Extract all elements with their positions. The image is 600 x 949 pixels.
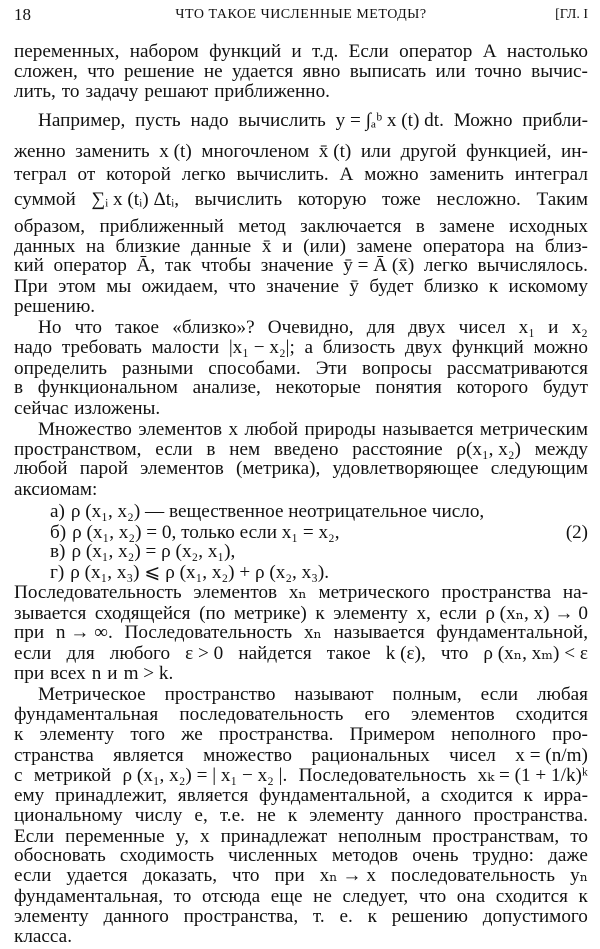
word: к <box>287 805 298 826</box>
word: данные <box>190 236 252 257</box>
word: другой <box>400 141 457 162</box>
word: а <box>421 785 430 806</box>
word: т.д. <box>312 41 339 62</box>
word: и <box>548 317 559 338</box>
word: явно <box>302 61 341 82</box>
word: приближенный <box>99 216 224 237</box>
word: ожидаем, <box>141 276 219 297</box>
word: Множество <box>38 419 132 440</box>
word: оператор <box>399 41 473 62</box>
word: двух <box>408 317 446 338</box>
word: если <box>155 439 193 460</box>
word: интеграл <box>514 164 588 185</box>
word: ρ (x₁, x₂) = 0, только если x₁ = x₂, <box>72 522 340 543</box>
word: k (ε), <box>385 643 426 664</box>
word: При <box>14 276 48 297</box>
word: и <box>282 236 293 257</box>
word: задачу <box>85 81 139 102</box>
word: даже <box>548 845 588 866</box>
word: при <box>14 622 45 643</box>
word: теграл <box>14 164 67 185</box>
word: чисел <box>458 317 506 338</box>
word: A <box>482 41 497 62</box>
word: Примером <box>349 724 435 745</box>
word: многочленом <box>201 141 310 162</box>
word: если <box>14 865 52 886</box>
word: пространства. <box>473 805 588 826</box>
word: заключается <box>300 216 402 237</box>
word: Если <box>348 41 389 62</box>
word: (метрика), <box>236 458 321 479</box>
word: функциональном <box>37 377 178 398</box>
word: метод <box>238 216 286 237</box>
word: ρ (x₁, x₃) ⩽ ρ (x₁, x₂) + ρ (x₂, x₃). <box>70 562 330 583</box>
word: метрическим <box>479 419 588 440</box>
word: малости <box>151 337 220 358</box>
word: ρ (x₁, x₂) = | x₁ − x₂ |. <box>122 765 288 786</box>
word: его <box>364 704 390 725</box>
word: x̄ (t) <box>318 141 352 162</box>
word: парой <box>79 458 128 479</box>
word: Последовательность <box>124 622 293 643</box>
word: к <box>488 276 499 297</box>
word: определить <box>14 358 107 379</box>
word: ему <box>14 785 45 806</box>
word: сходится <box>440 785 513 806</box>
word: Можно <box>453 110 513 131</box>
word: для <box>366 317 395 338</box>
word: ρ (x₁, x₂) = ρ (x₂, x₁), <box>71 541 236 562</box>
word: называют <box>294 684 374 705</box>
word: отсюда <box>201 886 261 907</box>
word: если <box>480 684 518 705</box>
word: такое <box>326 643 371 664</box>
page-header <box>14 2 588 28</box>
word: на <box>85 236 105 257</box>
word: сейчас <box>14 398 69 419</box>
word: данного <box>103 906 169 927</box>
word: (или) <box>303 236 346 257</box>
word: Таким <box>536 189 588 210</box>
word: еще <box>270 886 303 907</box>
word: элементов <box>193 582 278 603</box>
word: она <box>456 886 486 907</box>
word: xₙ <box>288 582 307 603</box>
word: заменить <box>429 164 504 185</box>
word: называется <box>382 419 474 440</box>
word: является <box>177 785 249 806</box>
word: ȳ = Ā (x̄) <box>343 255 415 276</box>
word: нем <box>229 439 261 460</box>
word: расстояние <box>352 439 443 460</box>
word: исходных <box>509 216 588 237</box>
word: а <box>304 337 314 358</box>
text-line <box>14 188 588 212</box>
word: что <box>74 317 103 338</box>
word: переменные <box>65 826 165 847</box>
word: пространства, <box>183 906 299 927</box>
word: вычис- <box>531 61 588 82</box>
word: xₙ → x <box>319 865 376 886</box>
word: что <box>228 276 256 297</box>
word: всех <box>50 663 86 684</box>
word: несложно. <box>436 189 521 210</box>
word: к <box>367 906 377 927</box>
word: Ā, <box>136 255 156 276</box>
word: от <box>77 164 96 185</box>
word: чисел <box>449 745 496 766</box>
page-number: 18 <box>14 5 31 24</box>
word: элементу <box>39 724 115 745</box>
word: |x₁ − x₂|; <box>228 337 295 358</box>
word: значение <box>266 276 339 297</box>
word: что <box>418 886 447 907</box>
word: введено <box>274 439 339 460</box>
word: переменных, <box>14 41 120 62</box>
word: элементов <box>138 419 223 440</box>
word: что <box>87 61 115 82</box>
word: n <box>91 663 102 684</box>
word: принадлежат <box>220 826 328 847</box>
word: ∑ᵢ x (tᵢ) Δtᵢ, <box>91 189 180 210</box>
word: Очевидно, <box>267 317 354 338</box>
word: г) <box>50 562 65 583</box>
word: и <box>291 41 302 62</box>
word: можно <box>533 337 588 358</box>
word: к <box>578 886 588 907</box>
word: чтобы <box>200 255 252 276</box>
word: циональному <box>14 805 123 826</box>
word: Метрическое <box>38 684 146 705</box>
word: x₁ <box>518 317 535 338</box>
word: y, <box>175 826 189 847</box>
word: последовательность <box>179 704 344 725</box>
word: метрикой <box>33 765 112 786</box>
word: неполным <box>338 826 422 847</box>
text-line <box>14 140 588 164</box>
word: мы <box>106 276 132 297</box>
word: x̄ <box>261 236 272 257</box>
word: доказать, <box>142 865 218 886</box>
word: ε > 0 <box>185 643 224 664</box>
word: ρ (x₁, x₂) — вещественное неотрицательное число, <box>70 501 485 522</box>
word: x <box>199 826 210 847</box>
word: решение <box>123 61 195 82</box>
word: функций <box>451 337 524 358</box>
word: тоже <box>382 189 421 210</box>
word: вопросы <box>362 358 432 379</box>
word: суммой <box>14 189 76 210</box>
word: не <box>313 886 332 907</box>
word: сходится <box>515 704 588 725</box>
word: ρ(x₁, x₂) <box>456 439 521 460</box>
word: элементу <box>333 603 408 624</box>
word: вычислить <box>238 110 326 131</box>
word: e, <box>194 805 208 826</box>
word: т.е. <box>219 805 245 826</box>
word: легко <box>423 255 468 276</box>
word: любая <box>536 684 588 705</box>
word: так <box>164 255 192 276</box>
word: не <box>203 61 223 82</box>
word: фундаментальная, <box>14 886 164 907</box>
word: пространствам, <box>432 826 560 847</box>
word: настолько <box>506 41 588 62</box>
word: метрике) <box>233 603 307 624</box>
word: точно <box>475 61 522 82</box>
word: т. <box>312 906 325 927</box>
word: если <box>439 603 477 624</box>
word: лить, <box>14 81 56 102</box>
word: способами. <box>208 358 301 379</box>
word: неполного <box>451 724 536 745</box>
word: надо <box>190 110 229 131</box>
word: фундаментальной, <box>259 785 411 806</box>
word: разными <box>121 358 194 379</box>
word: ирра- <box>543 785 588 806</box>
word: ин- <box>560 141 588 162</box>
text-line <box>14 109 588 133</box>
word: ρ (xₙ, x) → 0 <box>485 603 588 624</box>
word: данного <box>395 805 462 826</box>
word: легко <box>181 164 226 185</box>
word: то <box>61 81 80 102</box>
word: в <box>415 216 425 237</box>
word: является <box>113 745 184 766</box>
word: метрического <box>318 582 430 603</box>
text-line <box>14 80 588 104</box>
word: численных <box>228 845 318 866</box>
word: с <box>14 765 23 786</box>
word: для <box>66 643 95 664</box>
word: x₂ <box>571 317 588 338</box>
word: последовательность <box>390 865 556 886</box>
word: очень <box>412 845 459 866</box>
word: надо <box>14 337 53 358</box>
word: и <box>107 663 118 684</box>
word: набором <box>129 41 199 62</box>
word: функцией, <box>466 141 552 162</box>
word: класса. <box>14 926 72 947</box>
word: то <box>570 826 588 847</box>
word: Например, <box>38 110 126 131</box>
word: удается <box>232 61 294 82</box>
word: то <box>173 886 192 907</box>
word: методов <box>331 845 399 866</box>
word: заменить <box>75 141 150 162</box>
word: рациональных <box>311 745 430 766</box>
word: при <box>274 865 305 886</box>
word: удается <box>66 865 128 886</box>
word: вычислялось. <box>477 255 588 276</box>
word: следующим <box>490 458 588 479</box>
word: кий <box>14 255 44 276</box>
word: x, <box>416 603 431 624</box>
word: пространства. <box>218 724 334 745</box>
text-line <box>14 478 588 502</box>
word: к <box>14 724 24 745</box>
word: которую <box>297 189 367 210</box>
word: решению. <box>14 296 96 317</box>
word: пространства <box>441 582 552 603</box>
word: вычислить <box>194 189 283 210</box>
word: такое <box>115 317 160 338</box>
word: же <box>181 724 203 745</box>
word: к <box>523 785 533 806</box>
word: сходится <box>495 886 568 907</box>
word: а) <box>50 501 65 522</box>
word: что <box>232 865 260 886</box>
word: искомому <box>508 276 588 297</box>
word: образом, <box>14 216 86 237</box>
word: решению <box>391 906 468 927</box>
word: ρ (xₙ, xₘ) < ε <box>483 643 588 664</box>
word: сходящейся <box>94 603 191 624</box>
word: x (t) <box>159 141 192 162</box>
running-title: ЧТО ТАКОЕ ЧИСЛЕННЫЕ МЕТОДЫ? <box>175 7 427 22</box>
word: элементу <box>14 906 89 927</box>
word: прибли- <box>522 110 588 131</box>
word: будут <box>542 377 588 398</box>
word: понятия <box>375 377 442 398</box>
word: оператор <box>53 255 127 276</box>
word: некоторые <box>275 377 361 398</box>
word: ȳ <box>349 276 359 297</box>
word: обосновать <box>14 845 106 866</box>
word: природы <box>304 419 376 440</box>
word: сходимость <box>119 845 214 866</box>
word: странства <box>14 745 94 766</box>
word: приближенно. <box>214 81 330 102</box>
word: фундаментальная <box>14 704 159 725</box>
word: близ- <box>544 236 588 257</box>
word: элементов <box>140 458 224 479</box>
word: трудно: <box>472 845 534 866</box>
word: близкие <box>115 236 181 257</box>
word: оператора <box>422 236 505 257</box>
word: выписать <box>349 61 427 82</box>
word: m > k. <box>123 663 174 684</box>
word: замене <box>439 216 495 237</box>
word: между <box>534 439 588 460</box>
word: y = ∫ₐᵇ x (t) dt. <box>335 110 444 131</box>
word: пространство <box>164 684 276 705</box>
word: в <box>206 439 216 460</box>
word: xₙ <box>303 622 322 643</box>
word: на <box>515 236 535 257</box>
word: того <box>130 724 166 745</box>
word: в) <box>50 541 66 562</box>
chapter-label: [ГЛ. I <box>555 7 588 22</box>
word: найдется <box>238 643 312 664</box>
word: xₖ = (1 + 1/k)ᵏ <box>477 765 588 786</box>
word: называется <box>333 622 425 643</box>
word: полным, <box>392 684 462 705</box>
word: замене <box>356 236 413 257</box>
word: изложены. <box>74 398 161 419</box>
word: что <box>440 643 469 664</box>
word: решают <box>144 81 209 102</box>
word: в <box>14 377 24 398</box>
word: любой <box>244 419 299 440</box>
word: значение <box>260 255 334 276</box>
word: x <box>228 419 239 440</box>
word: любого <box>109 643 171 664</box>
word: е. <box>339 906 353 927</box>
word: фундаментальной, <box>436 622 588 643</box>
word: к <box>315 603 325 624</box>
word: анализе, <box>192 377 261 398</box>
word: Но <box>38 317 62 338</box>
text-line <box>14 163 588 187</box>
word: (по <box>199 603 226 624</box>
word: Последовательность <box>14 582 182 603</box>
word: на- <box>562 582 588 603</box>
word: Эти <box>315 358 348 379</box>
word: вычислить. <box>236 164 329 185</box>
word: любой <box>14 458 68 479</box>
word: женно <box>14 141 66 162</box>
word: зывается <box>14 603 87 624</box>
word: при <box>14 663 45 684</box>
word: А <box>339 164 354 185</box>
word: Если <box>14 826 55 847</box>
text-line <box>14 925 588 949</box>
word: удовлетворяющее <box>332 458 479 479</box>
word: данных <box>14 236 76 257</box>
word: или <box>360 141 392 162</box>
word: двух <box>404 337 443 358</box>
word: аксиомам: <box>14 479 98 500</box>
word: близость <box>322 337 396 358</box>
word: принадлежит, <box>55 785 168 806</box>
word: функций <box>209 41 282 62</box>
word: элементу <box>309 805 384 826</box>
word: yₙ <box>570 865 588 886</box>
word: «близко»? <box>172 317 255 338</box>
word: пусть <box>135 110 181 131</box>
word: следует, <box>342 886 409 907</box>
word: не <box>256 805 276 826</box>
word: x = (n/m) <box>515 745 588 766</box>
word: элементов <box>411 704 495 725</box>
word: или <box>435 61 466 82</box>
word: множество <box>203 745 293 766</box>
word: Последовательность <box>298 765 467 786</box>
word: близко <box>423 276 479 297</box>
word: пространством, <box>14 439 142 460</box>
word: которой <box>106 164 171 185</box>
word: требовать <box>61 337 142 358</box>
word: рассматриваются <box>446 358 588 379</box>
word: б) <box>50 522 67 543</box>
word: допустимого <box>482 906 588 927</box>
word: если <box>14 643 52 664</box>
word: которого <box>456 377 529 398</box>
word: n → ∞. <box>55 622 113 643</box>
word: числу <box>134 805 183 826</box>
word: про- <box>552 724 588 745</box>
word: этом <box>58 276 96 297</box>
word: будет <box>369 276 414 297</box>
word: можно <box>364 164 419 185</box>
formula-number: (2) <box>565 522 588 543</box>
word: сложен, <box>14 61 78 82</box>
